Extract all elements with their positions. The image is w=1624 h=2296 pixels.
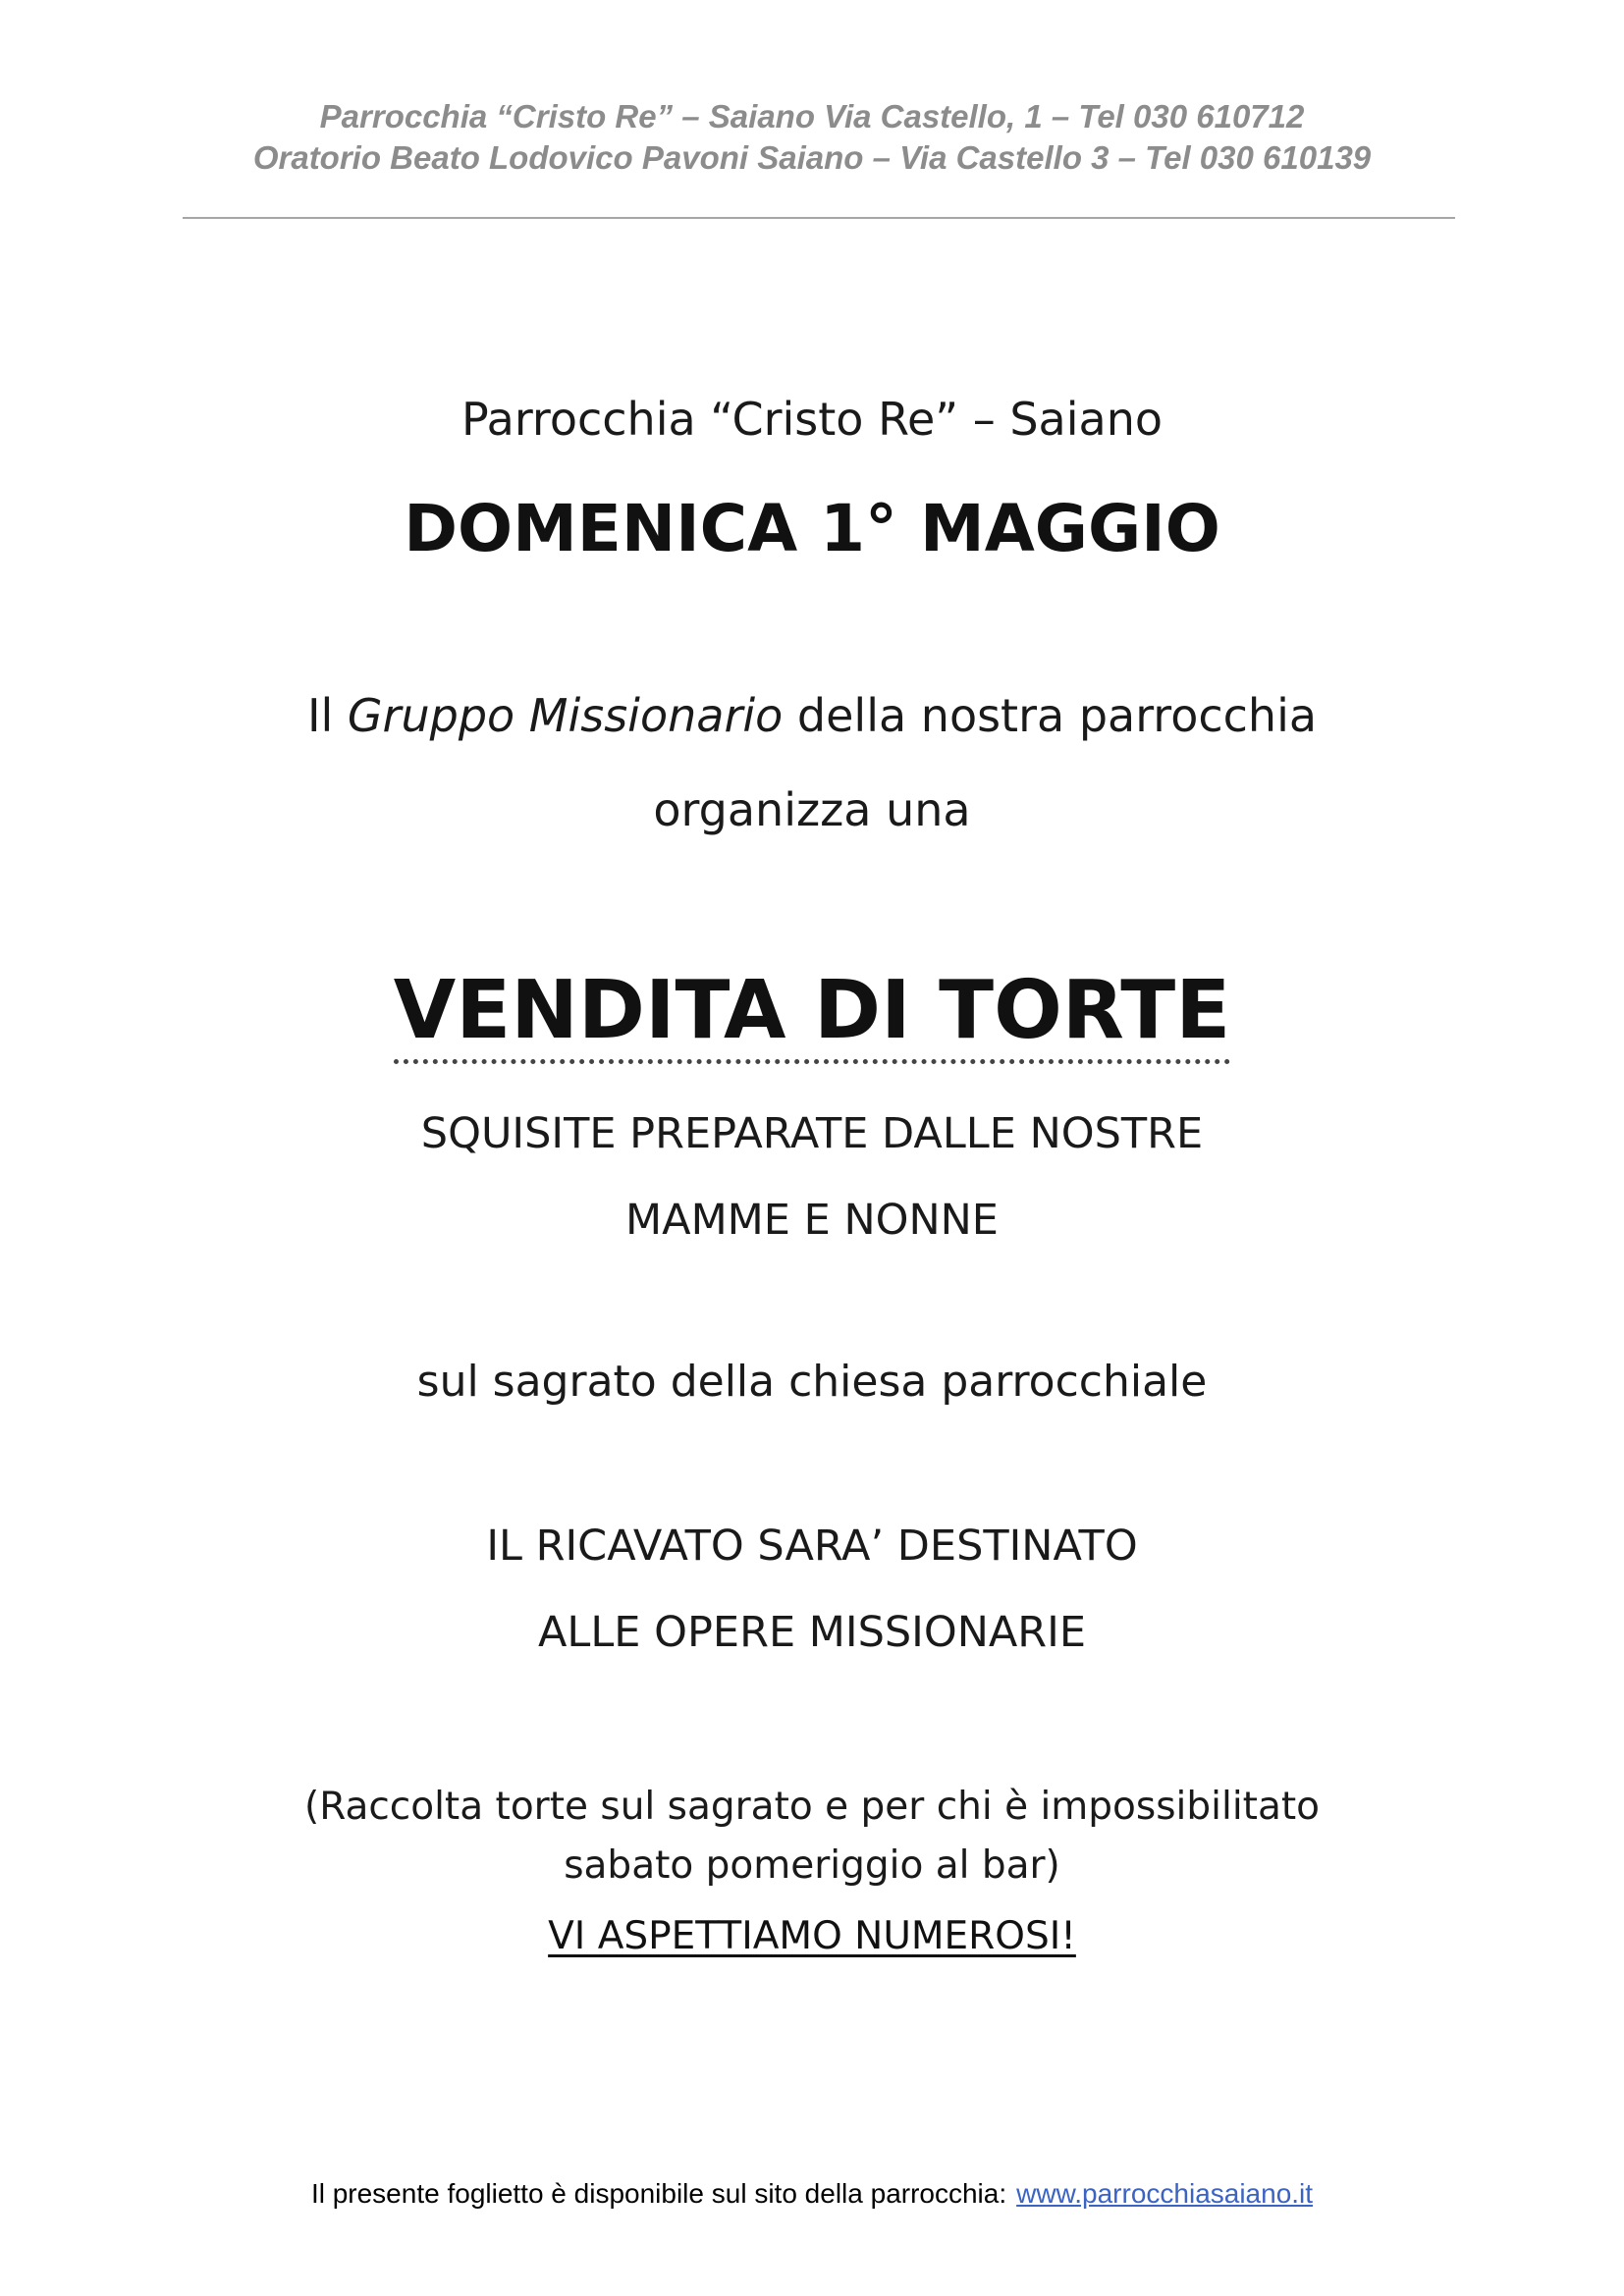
collection-note-line-1: (Raccolta torte sul sagrato e per chi è impossibilitato xyxy=(304,1785,1320,1829)
event-title-text: VENDITA DI TORTE xyxy=(394,964,1230,1064)
closing-message-text: VI ASPETTIAMO NUMEROSI! xyxy=(548,1914,1076,1958)
event-title xyxy=(0,964,1624,1064)
proceeds-line-2: ALLE OPERE MISSIONARIE xyxy=(537,1608,1087,1657)
description-line-1: SQUISITE PREPARATE DALLE NOSTRE xyxy=(420,1109,1204,1158)
closing-message xyxy=(0,1914,1624,1958)
intro-line-2: organizza una xyxy=(653,783,971,836)
header-divider xyxy=(183,217,1455,219)
intro-suffix: della nostra parrocchia xyxy=(783,689,1318,742)
group-name: Gruppo Missionario xyxy=(347,689,784,742)
parish-name: Parrocchia “Cristo Re” – Saiano xyxy=(460,393,1164,446)
letterhead-parish-line: Parrocchia “Cristo Re” – Saiano Via Castello, 1 – Tel 030 610712 xyxy=(319,98,1305,134)
intro-line xyxy=(0,689,1624,742)
intro-prefix: Il xyxy=(306,689,348,742)
event-date: DOMENICA 1° MAGGIO xyxy=(404,491,1220,566)
proceeds-line-1: IL RICAVATO SARA’ DESTINATO xyxy=(486,1522,1138,1571)
footer-text: Il presente foglietto è disponibile sul sito della parrocchia: xyxy=(310,2178,1007,2209)
letterhead-oratory-line: Oratorio Beato Lodovico Pavoni Saiano – Via Castello 3 – Tel 030 610139 xyxy=(252,139,1372,176)
collection-note-line-2: sabato pomeriggio al bar) xyxy=(564,1843,1060,1888)
website-link[interactable]: www.parrocchiasaiano.it xyxy=(1016,2178,1314,2209)
description-line-2: MAMME E NONNE xyxy=(625,1196,999,1245)
event-location: sul sagrato della chiesa parrocchiale xyxy=(416,1357,1208,1407)
letterhead xyxy=(0,96,1624,179)
footer xyxy=(0,2178,1624,2210)
